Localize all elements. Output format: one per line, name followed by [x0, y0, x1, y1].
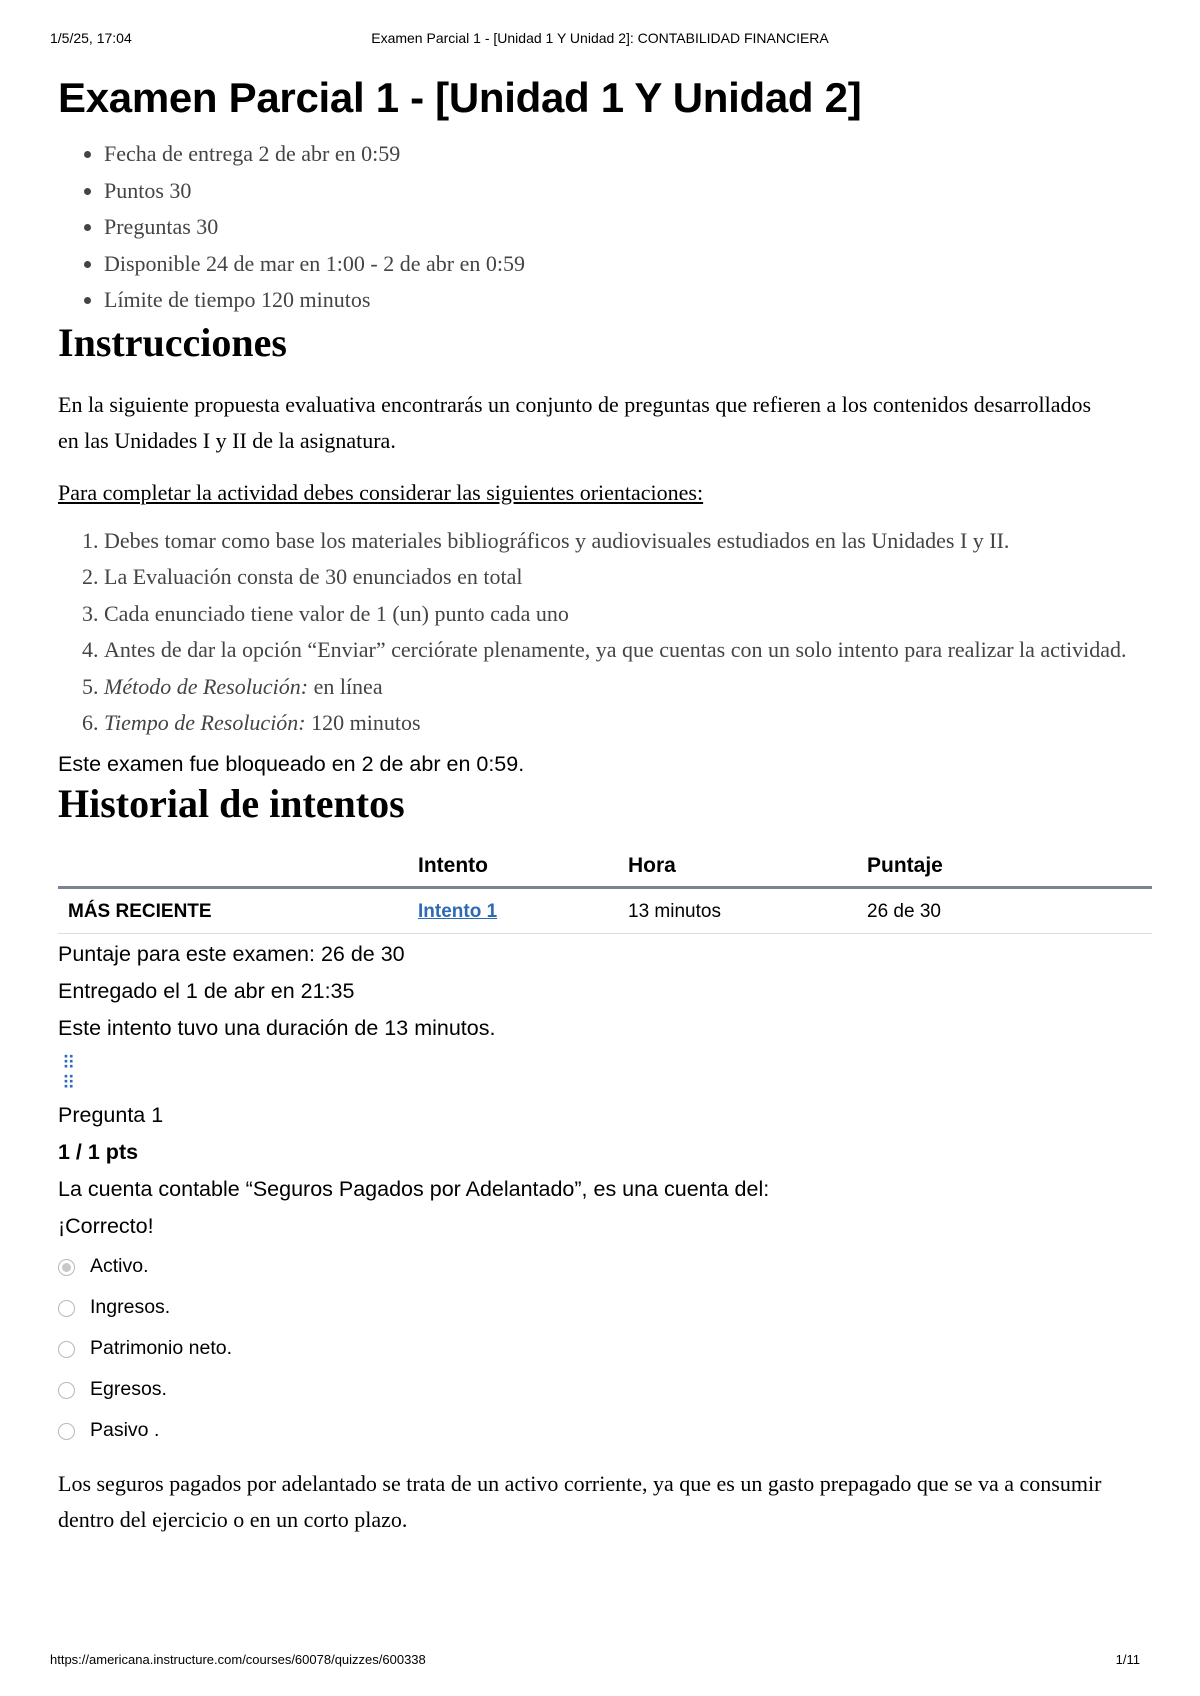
print-url: https://americana.instructure.com/courses/60078/quizzes/600338: [50, 1652, 426, 1667]
answer-option[interactable]: [58, 1333, 1148, 1374]
quiz-content: [58, 70, 1148, 1538]
submitted-at: Entregado el 1 de abr en 21:35: [58, 978, 355, 1003]
column-header-status: [58, 848, 408, 888]
orientations-title: Para completar la actividad debes considerar las siguientes orientaciones:: [58, 479, 704, 505]
question-1: [58, 1097, 1148, 1538]
orientation-item: 1. Debes tomar como base los materiales bibliográficos y audiovisuales estudiados en las Unidades I y II.: [104, 523, 1148, 560]
attempt-score: 26 de 30: [857, 887, 1152, 933]
radio-icon[interactable]: [58, 1300, 75, 1317]
quiz-score: Puntaje para este examen: 26 de 30: [58, 941, 405, 966]
orientation-item: 2. La Evaluación consta de 30 enunciados en total: [104, 559, 1148, 596]
method-label: Método de Resolución:: [104, 673, 309, 699]
column-header-score: Puntaje: [857, 848, 1152, 888]
quiz-details: [58, 136, 1148, 319]
answer-label: Patrimonio neto.: [90, 1336, 232, 1359]
question-text: La cuenta contable “Seguros Pagados por Adelantado”, es una cuenta del:: [58, 1176, 770, 1201]
history-heading: Historial de intentos: [58, 780, 405, 826]
detail-points: • Puntos 30: [104, 173, 1148, 210]
answer-option[interactable]: [58, 1292, 1148, 1333]
answer-label: Egresos.: [90, 1377, 167, 1400]
time-value: 120 minutos: [305, 710, 421, 735]
answer-list: [58, 1251, 1148, 1456]
orientations-list: [58, 523, 1148, 742]
attempt-duration: 13 minutos: [618, 887, 857, 933]
attempts-header-row: [58, 848, 1152, 888]
detail-due-date: • Fecha de entrega 2 de abr en 0:59: [104, 136, 1148, 173]
answer-explanation: Los seguros pagados por adelantado se trata de un activo corriente, ya que es un gasto prepagado que se va a consumir dentro del ejercicio o en un corto plazo.: [58, 1470, 1102, 1532]
table-row: [58, 887, 1152, 933]
print-header: [50, 30, 1150, 50]
page-title: Examen Parcial 1 - [Unidad 1 Y Unidad 2]: [58, 74, 862, 121]
answer-option[interactable]: [58, 1415, 1148, 1456]
attempt-link[interactable]: Intento 1: [418, 900, 498, 922]
print-date: 1/5/25, 17:04: [50, 30, 132, 46]
time-label: Tiempo de Resolución:: [104, 710, 306, 735]
method-value: en línea: [308, 673, 383, 699]
attempt-cell: [408, 887, 618, 933]
detail-time-limit: • Límite de tiempo 120 minutos: [104, 282, 1148, 319]
print-document-title: Examen Parcial 1 - [Unidad 1 Y Unidad 2]: CONTABILIDAD FINANCIERA: [371, 30, 829, 46]
attempt-status: MÁS RECIENTE: [58, 887, 408, 933]
radio-icon[interactable]: [58, 1382, 75, 1399]
orientation-item-time: [104, 705, 1148, 742]
attempt-duration-text: Este intento tuvo una duración de 13 minutos.: [58, 1015, 496, 1040]
detail-available: • Disponible 24 de mar en 1:00 - 2 de abr en 0:59: [104, 246, 1148, 283]
orientation-item-method: [104, 669, 1148, 706]
answer-option[interactable]: [58, 1251, 1148, 1292]
locked-notice: Este examen fue bloqueado en 2 de abr en 0:59.: [58, 751, 525, 776]
print-footer: [50, 1652, 1140, 1672]
question-points: 1 / 1 pts: [58, 1139, 139, 1164]
attempts-table: [58, 848, 1152, 934]
detail-questions: • Preguntas 30: [104, 209, 1148, 246]
column-header-time: Hora: [618, 848, 857, 888]
column-header-attempt: Intento: [408, 848, 618, 888]
radio-icon[interactable]: [58, 1341, 75, 1358]
question-number: Pregunta 1: [58, 1102, 164, 1127]
answer-label: Activo.: [90, 1254, 149, 1277]
print-page-number: 1/11: [1115, 1652, 1140, 1667]
radio-selected-icon[interactable]: [58, 1259, 75, 1276]
answer-label: Pasivo .: [90, 1418, 160, 1441]
drag-handle-icon[interactable]: ⠿ ⠿: [62, 1052, 75, 1093]
orientation-item: 3. Cada enunciado tiene valor de 1 (un) punto cada uno: [104, 596, 1148, 633]
question-result: ¡Correcto!: [58, 1213, 154, 1238]
radio-icon[interactable]: [58, 1423, 75, 1440]
attempt-summary: [58, 936, 1148, 1047]
answer-label: Ingresos.: [90, 1295, 171, 1318]
instructions-intro: En la siguiente propuesta evaluativa encontrarás un conjunto de preguntas que refieren a los contenidos desarrollados en las Unidades I y II de la asignatura.: [58, 391, 1092, 453]
answer-option[interactable]: [58, 1374, 1148, 1415]
orientation-item: 4. Antes de dar la opción “Enviar” cerciórate plenamente, ya que cuentas con un solo intento para realizar la actividad.: [104, 632, 1148, 669]
instructions-heading: Instrucciones: [58, 319, 287, 365]
